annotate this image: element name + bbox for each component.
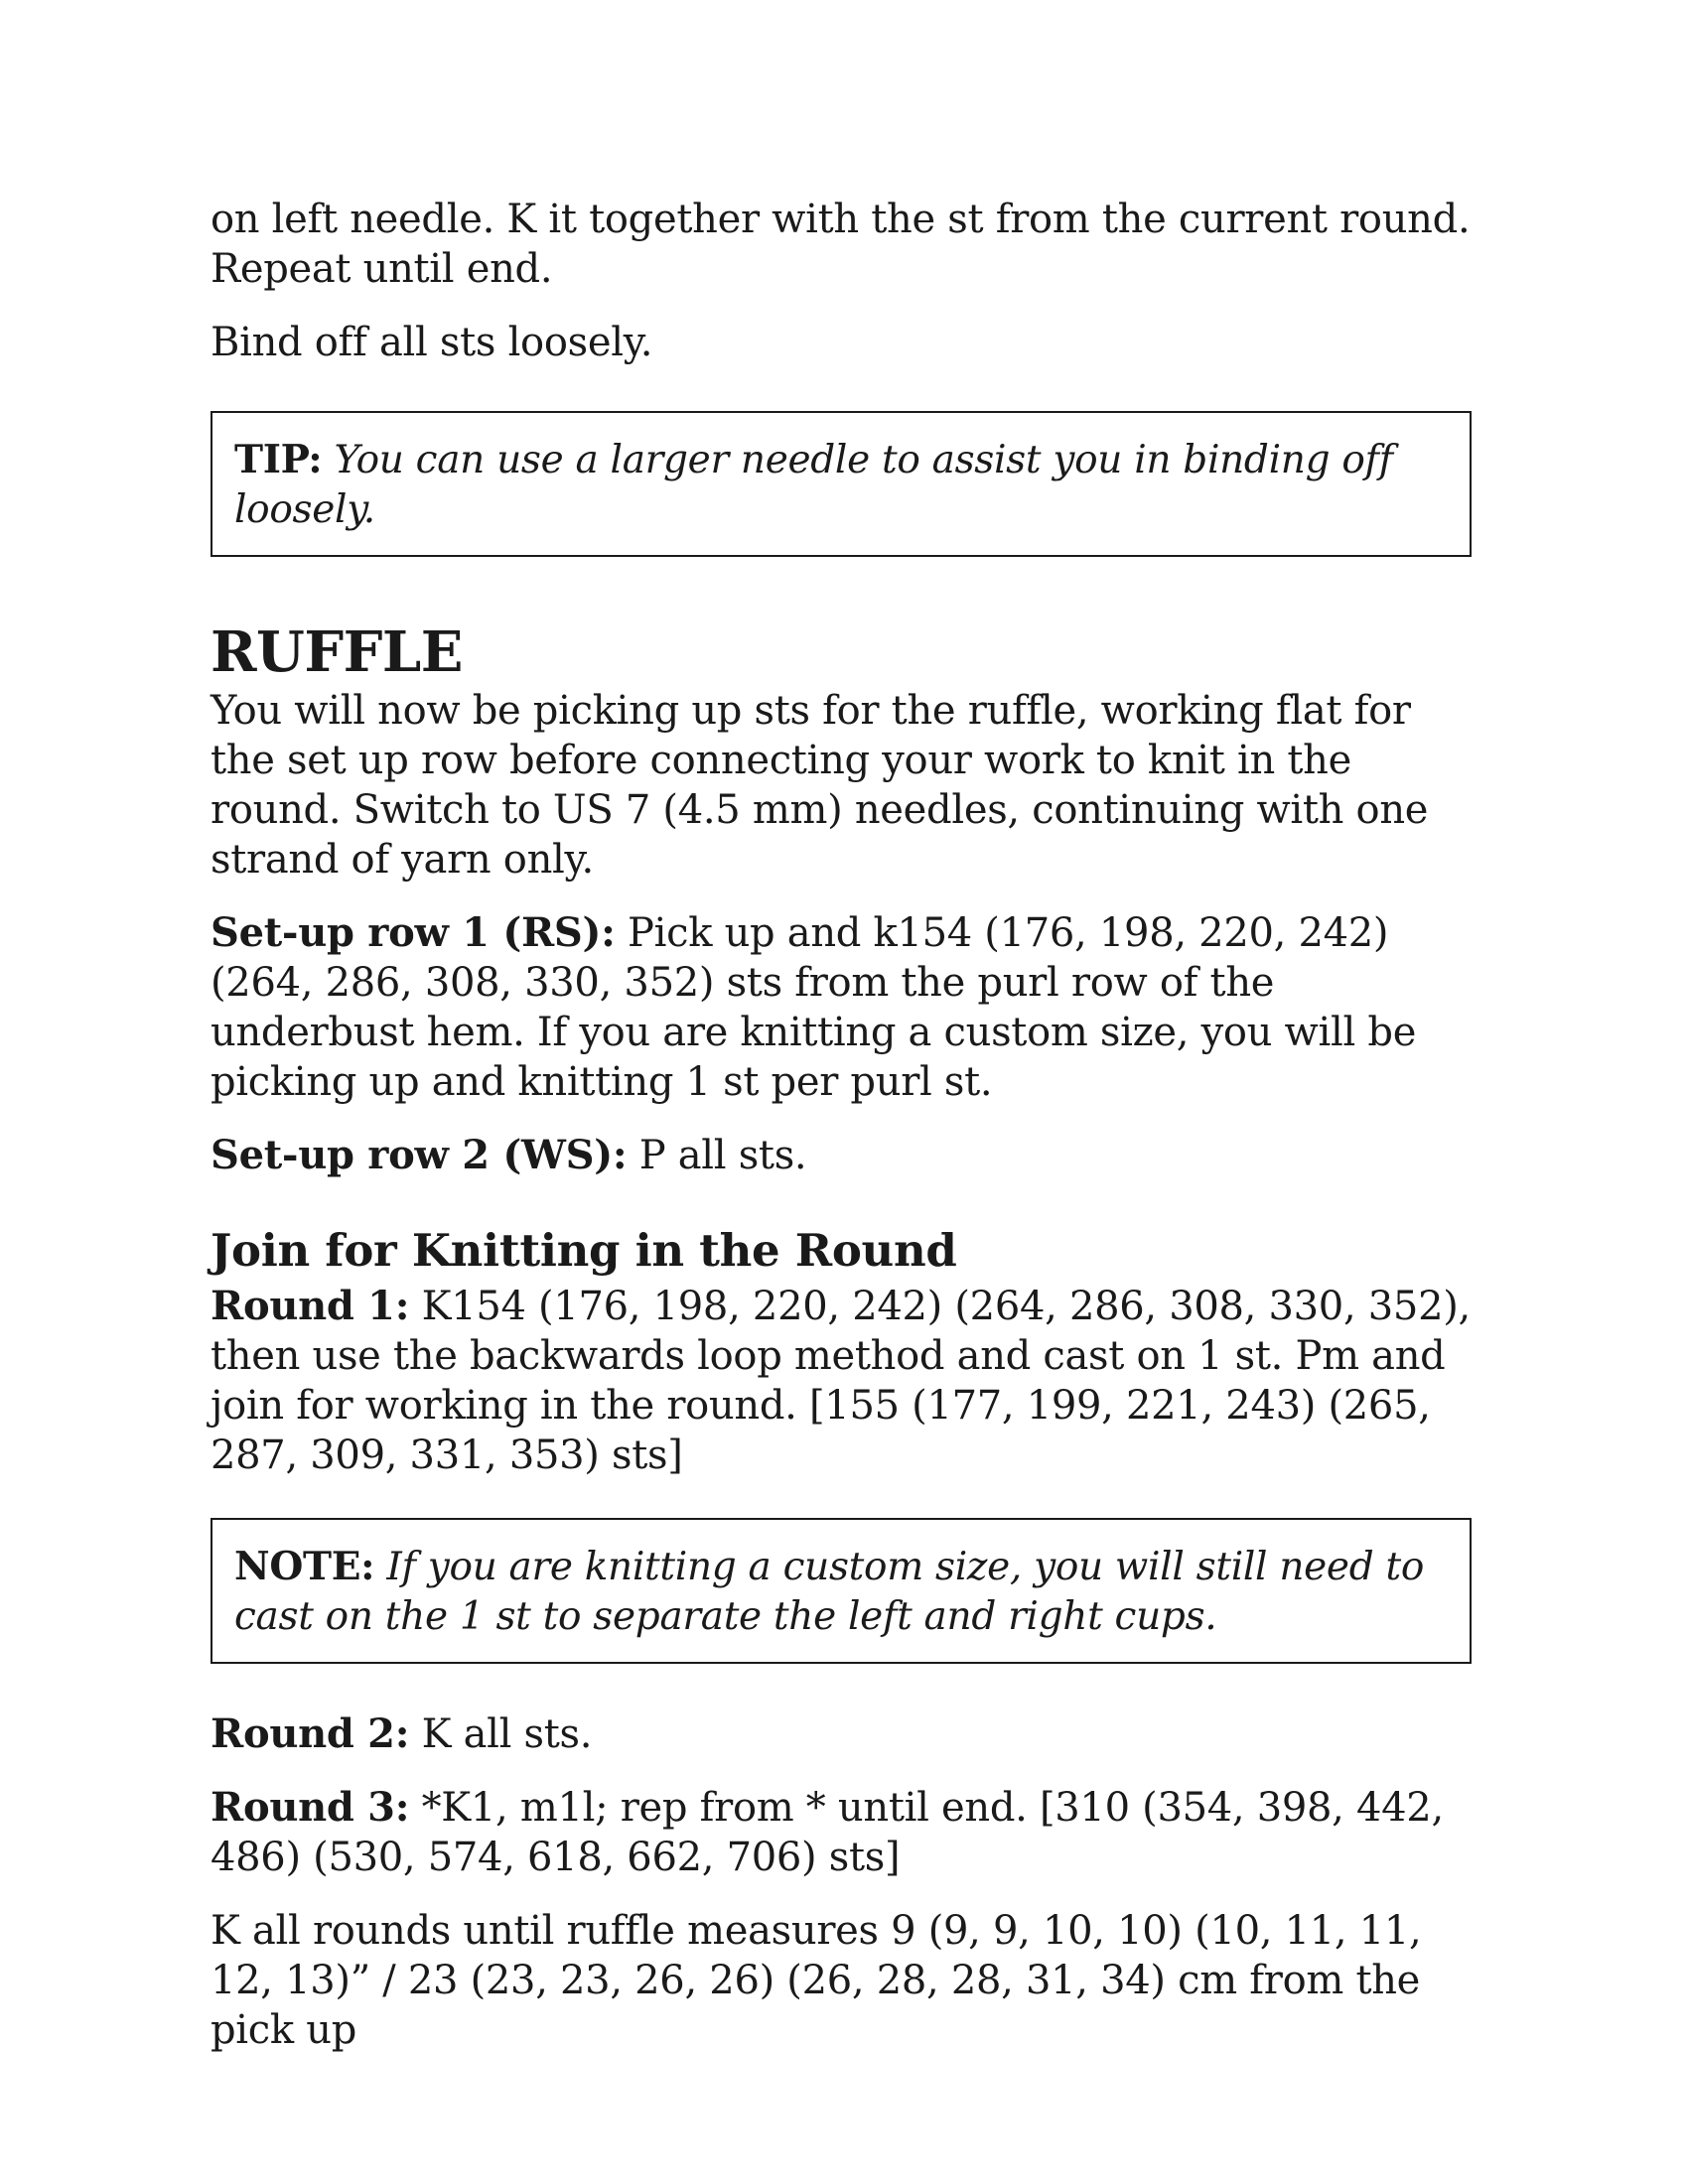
join-heading: Join for Knitting in the Round xyxy=(211,1224,957,1277)
setup-row-2 xyxy=(211,1131,1472,1180)
round-1-text: K154 (176, 198, 220, 242) (264, 286, 308, 330, 352), then use the backwards loop method and cast on 1 st. Pm and join for working in the round. [155 (177, 199, 221, 243) (265, 287, 309, 331, 353) sts] xyxy=(211,1284,1471,1478)
round-2 xyxy=(211,1709,1472,1759)
tip-box xyxy=(211,411,1472,557)
tip-text: You can use a larger needle to assist you in binding off loosely. xyxy=(234,438,1393,532)
note-paragraph xyxy=(234,1542,1448,1642)
tip-label: TIP: xyxy=(234,437,323,482)
setup-row-2-label: Set-up row 2 (WS): xyxy=(211,1132,628,1178)
round-3 xyxy=(211,1783,1472,1882)
ruffle-length-paragraph: K all rounds until ruffle measures 9 (9, 9, 10, 10) (10, 11, 11, 12, 13)” / 23 (23, 23, 26, 26) (26, 28, 28, 31, 34) cm from the pick up xyxy=(211,1908,1422,2053)
round-1 xyxy=(211,1282,1472,1480)
round-1-label: Round 1: xyxy=(211,1283,410,1329)
ruffle-intro: You will now be picking up sts for the ruffle, working flat for the set up row before connecting your work to knit in the round. Switch to US 7 (4.5 mm) needles, continuing with one strand of yarn only. xyxy=(211,688,1429,883)
setup-row-1 xyxy=(211,908,1472,1107)
bind-off-paragraph: Bind off all sts loosely. xyxy=(211,320,653,365)
pattern-page xyxy=(211,195,1472,2055)
round-2-label: Round 2: xyxy=(211,1710,410,1757)
setup-row-1-text: Pick up and k154 (176, 198, 220, 242) (264, 286, 308, 330, 352) sts from the purl row of the underbust hem. If you are knitting a custom size, you will be picking up and knitting 1 st per purl st. xyxy=(211,910,1417,1105)
round-3-text: *K1, m1l; rep from * until end. [310 (354, 398, 442, 486) (530, 574, 618, 662, 706) sts] xyxy=(211,1785,1444,1880)
ruffle-heading: RUFFLE xyxy=(211,619,463,685)
continuation-paragraph: on left needle. K it together with the st from the current round. Repeat until end. xyxy=(211,197,1471,292)
round-3-label: Round 3: xyxy=(211,1784,410,1831)
note-text: If you are knitting a custom size, you will still need to cast on the 1 st to separate the left and right cups. xyxy=(234,1545,1425,1639)
setup-row-2-text: P all sts. xyxy=(638,1133,807,1178)
tip-paragraph xyxy=(234,435,1448,535)
note-box xyxy=(211,1518,1472,1664)
round-2-text: K all sts. xyxy=(421,1711,593,1757)
note-label: NOTE: xyxy=(234,1544,375,1589)
setup-row-1-label: Set-up row 1 (RS): xyxy=(211,909,616,956)
